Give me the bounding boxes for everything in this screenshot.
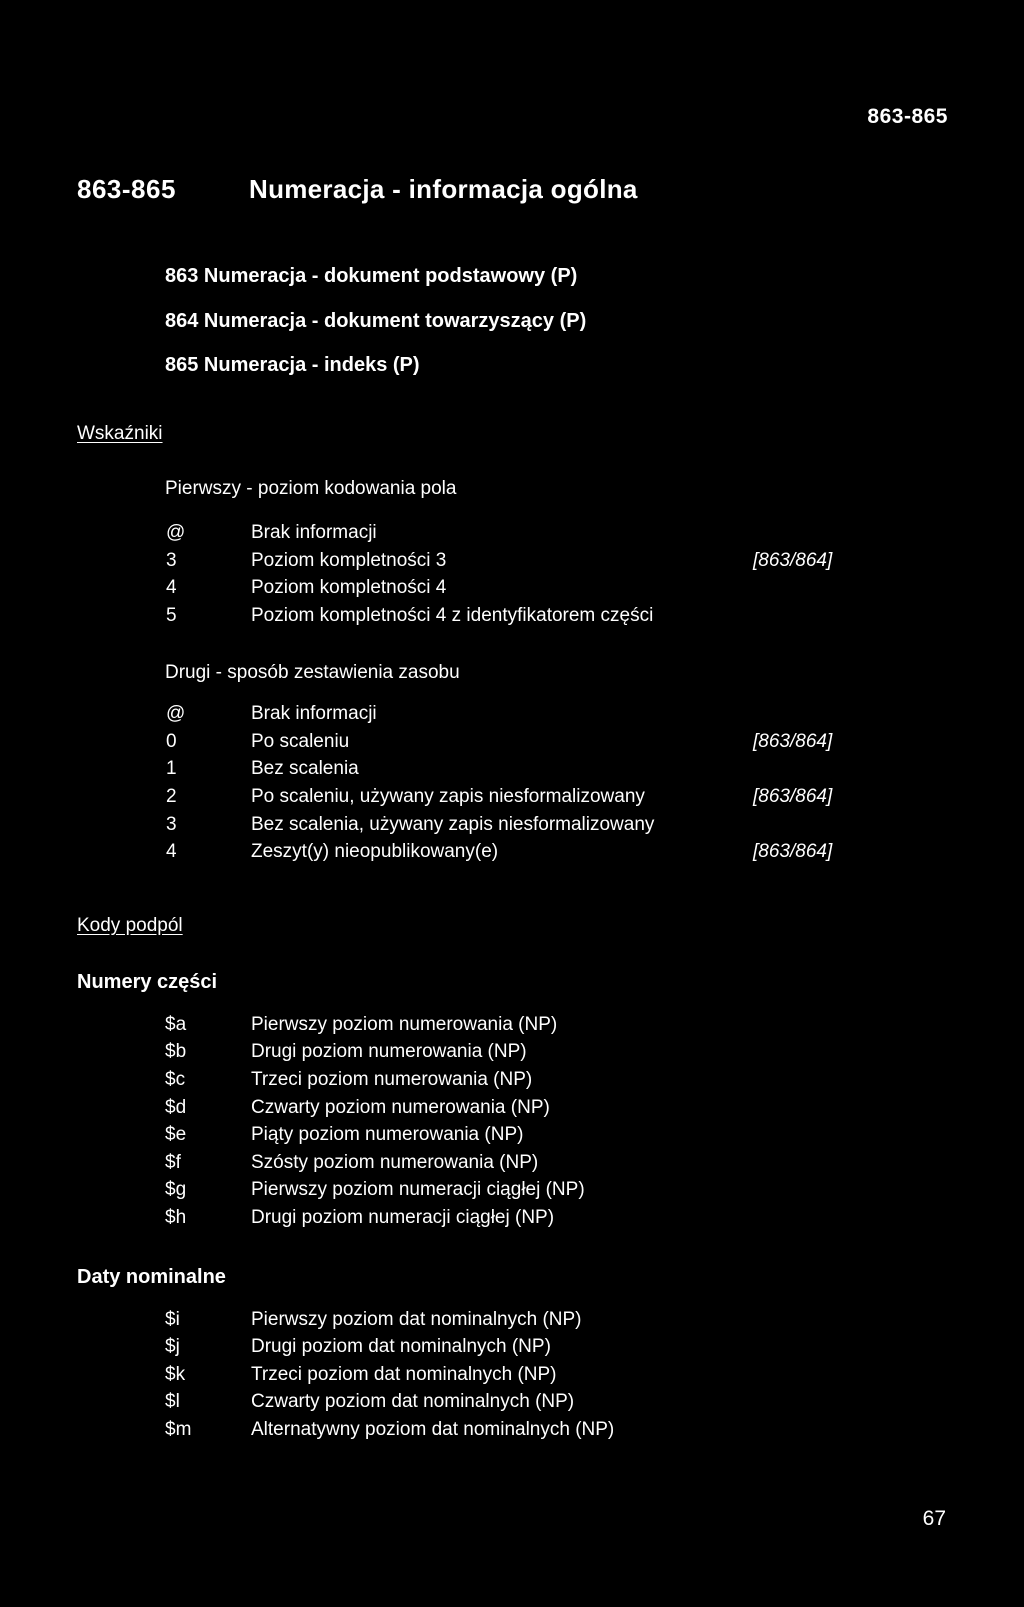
indicator-label: Po scaleniu: [251, 731, 350, 752]
indicator-label: Zeszyt(y) nieopublikowany(e): [251, 841, 499, 862]
indicator-code: 3: [166, 550, 177, 571]
subfield-label: Piąty poziom numerowania (NP): [251, 1124, 524, 1145]
subfield-label: Trzeci poziom dat nominalnych (NP): [251, 1364, 557, 1385]
indicator-code: @: [166, 703, 186, 724]
second-indicator-title: Drugi - sposób zestawienia zasobu: [165, 662, 460, 683]
subfield-code: $h: [165, 1207, 187, 1228]
indicator-code: 4: [166, 841, 177, 862]
subfield-code: $k: [165, 1364, 186, 1385]
section-code: 863-865: [77, 174, 176, 204]
subfield-label: Pierwszy poziom numerowania (NP): [251, 1014, 558, 1035]
subfield-code: $b: [165, 1041, 187, 1062]
subfield-code: $j: [165, 1336, 180, 1357]
indicators-heading[interactable]: Wskaźniki: [77, 423, 163, 444]
indicator-reference: [863/864]: [753, 550, 833, 571]
subfield-code: $i: [165, 1309, 180, 1330]
indicator-label: Poziom kompletności 4 z identyfikatorem części: [251, 605, 654, 626]
subfield-code: $a: [165, 1014, 187, 1035]
field-863: 863 Numeracja - dokument podstawowy (P): [165, 265, 578, 287]
first-indicator-title: Pierwszy - poziom kodowania pola: [165, 478, 457, 499]
indicator-reference: [863/864]: [753, 731, 833, 752]
subfield-label: Drugi poziom numerowania (NP): [251, 1041, 527, 1062]
indicator-code: 3: [166, 814, 177, 835]
field-864: 864 Numeracja - dokument towarzyszący (P): [165, 310, 587, 332]
subfield-code: $d: [165, 1097, 187, 1118]
subfield-label: Trzeci poziom numerowania (NP): [251, 1069, 533, 1090]
indicator-code: 2: [166, 786, 177, 807]
subfield-label: Alternatywny poziom dat nominalnych (NP): [251, 1419, 615, 1440]
indicator-label: Poziom kompletności 4: [251, 577, 447, 598]
indicator-label: Bez scalenia, używany zapis niesformalizowany: [251, 814, 655, 835]
subfield-label: Drugi poziom numeracji ciągłej (NP): [251, 1207, 555, 1228]
page-header: 863-865: [867, 105, 948, 128]
subfield-label: Czwarty poziom numerowania (NP): [251, 1097, 550, 1118]
page-number: 67: [922, 1507, 946, 1530]
indicator-label: Po scaleniu, używany zapis niesformalizowany: [251, 786, 645, 807]
indicator-label: Bez scalenia: [251, 758, 359, 779]
indicator-code: @: [166, 522, 186, 543]
indicator-code: 4: [166, 577, 177, 598]
part-numbers-heading: Numery części: [77, 971, 218, 993]
subfield-code: $e: [165, 1124, 187, 1145]
page-title: Numeracja - informacja ogólna: [249, 174, 638, 204]
subfield-code: $g: [165, 1179, 187, 1200]
indicator-reference: [863/864]: [753, 841, 833, 862]
indicator-code: 1: [166, 758, 177, 779]
subfield-code: $m: [165, 1419, 192, 1440]
subfield-code: $l: [165, 1391, 180, 1412]
subfield-code: $c: [165, 1069, 186, 1090]
subfield-label: Szósty poziom numerowania (NP): [251, 1152, 539, 1173]
subfield-label: Pierwszy poziom dat nominalnych (NP): [251, 1309, 582, 1330]
indicator-label: Brak informacji: [251, 522, 377, 543]
indicator-code: 5: [166, 605, 177, 626]
subfield-code: $f: [165, 1152, 181, 1173]
field-865: 865 Numeracja - indeks (P): [165, 354, 420, 376]
subfield-label: Czwarty poziom dat nominalnych (NP): [251, 1391, 575, 1412]
indicator-reference: [863/864]: [753, 786, 833, 807]
indicator-code: 0: [166, 731, 177, 752]
nominal-dates-heading: Daty nominalne: [77, 1266, 226, 1288]
indicator-label: Poziom kompletności 3: [251, 550, 447, 571]
subfield-label: Pierwszy poziom numeracji ciągłej (NP): [251, 1179, 585, 1200]
subfield-label: Drugi poziom dat nominalnych (NP): [251, 1336, 551, 1357]
subfields-heading[interactable]: Kody podpól: [77, 915, 183, 936]
indicator-label: Brak informacji: [251, 703, 377, 724]
